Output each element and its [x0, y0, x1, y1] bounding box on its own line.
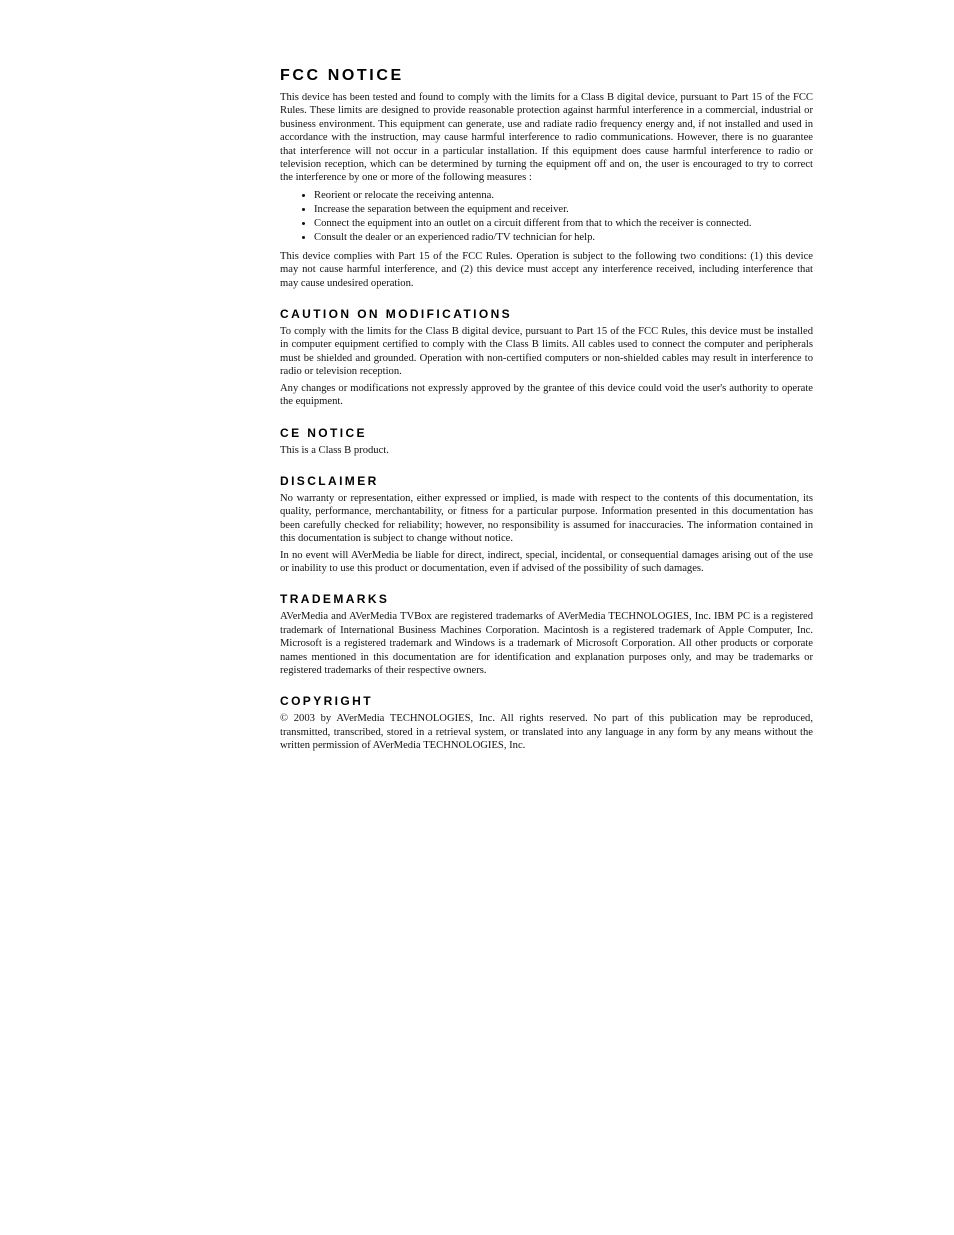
document-page [280, 66, 813, 756]
ce-notice-section [280, 425, 813, 457]
caution-paragraph: Any changes or modifications not expressly approved by the grantee of this device could void the user's authority to operate the equipment. [280, 382, 813, 408]
caution-heading: CAUTION ON MODIFICATIONS [280, 307, 513, 322]
list-item: • Connect the equipment into an outlet on a circuit different from that to which the receiver is connected. [314, 217, 813, 231]
disclaimer-heading: DISCLAIMER [280, 473, 379, 488]
ce-notice-heading: CE NOTICE [280, 425, 367, 440]
fcc-notice-heading: FCC NOTICE [280, 67, 404, 84]
disclaimer-paragraph: In no event will AVerMedia be liable for direct, indirect, special, incidental, or consequential damages arising out of the use or inability to use this product or documentation, even if advised of the possibility of such damages. [280, 549, 813, 574]
fcc-conditions-paragraph: This device complies with Part 15 of the FCC Rules. Operation is subject to the following two conditions: (1) this device may not cause harmful interference, and (2) this device must accept any interference received, including interference that may cause undesired operation. [280, 250, 813, 289]
disclaimer-paragraph: No warranty or representation, either expressed or implied, is made with respect to the contents of this documentation, its quality, performance, merchantability, or fitness for a particular purpose. Information presented in this documentation has been carefully checked for reliability; however, no responsibility is assumed for inaccuracies. The information contained in this documentation is subject to change without notice. [280, 492, 813, 545]
fcc-notice-section [280, 66, 813, 290]
copyright-section [280, 693, 813, 752]
ce-notice-paragraph: This is a Class B product. [280, 444, 389, 456]
copyright-heading: COPYRIGHT [280, 694, 373, 709]
list-item: • Reorient or relocate the receiving antenna. [314, 189, 813, 203]
disclaimer-section [280, 473, 813, 575]
trademarks-section [280, 591, 813, 677]
trademarks-paragraph: AVerMedia and AVerMedia TVBox are registered trademarks of AVerMedia TECHNOLOGIES, Inc. IBM PC is a registered trademark of International Business Machines Corporation. Macintosh is a registered trademark of Apple Computer, Inc. Microsoft is a registered trademark and Windows is a trademark of Microsoft Corporation. All other products or corporate names mentioned in this documentation are for identification and explanation purposes only, and may be trademarks or registered trademarks of their respective owners. [280, 611, 813, 676]
fcc-notice-paragraph: This device has been tested and found to comply with the limits for a Class B digital device, pursuant to Part 15 of the FCC Rules. These limits are designed to provide reasonable protection against harmful interference in a commercial, industrial or business environment. This equipment can generate, use and radiate radio frequency energy and, if not installed and used in accordance with the instruction, may cause harmful interference to radio communications. However, there is no guarantee that interference will not occur in a particular installation. If this equipment does cause harmful interference to radio or television reception, which can be determined by turning the equipment off and on, the user is encouraged to try to correct the interference by one or more of the following measures : [280, 92, 813, 184]
caution-paragraph: To comply with the limits for the Class B digital device, pursuant to Part 15 of the FCC Rules, this device must be installed in computer equipment certified to comply with the Class B limits. All cables used to connect the computer and peripherals must be shielded and grounded. Operation with non-certified computers or non-shielded cables may result in interference to radio or television reception. [280, 326, 813, 378]
trademarks-heading: TRADEMARKS [280, 592, 390, 607]
list-item: • Consult the dealer or an experienced radio/TV technician for help. [314, 231, 813, 245]
list-item: • Increase the separation between the equipment and receiver. [314, 203, 813, 217]
fcc-measures-list [280, 189, 813, 245]
copyright-paragraph: © 2003 by AVerMedia TECHNOLOGIES, Inc. All rights reserved. No part of this publication may be reproduced, transmitted, transcribed, stored in a retrieval system, or translated into any language in any form by any means without the written permission of AVerMedia TECHNOLOGIES, Inc. [280, 713, 813, 752]
caution-section [280, 306, 813, 408]
